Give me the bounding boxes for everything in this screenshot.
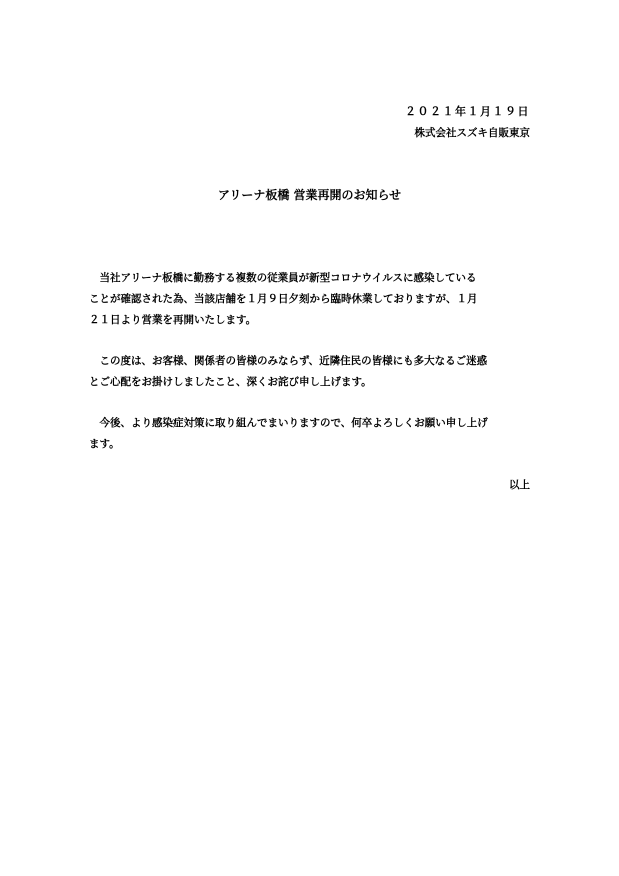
paragraph-line: この度は、お客様、関係者の皆様のみならず、近隣住民の皆様にも多大なるご迷惑	[89, 355, 488, 367]
paragraph-closure-notice	[89, 268, 534, 331]
document-date: ２０２１年１月１９日	[405, 105, 530, 118]
paragraph-future-measures	[89, 413, 534, 455]
paragraph-line: ます。	[89, 438, 120, 450]
paragraph-line: 当社アリーナ板橋に勤務する複数の従業員が新型コロナウイルスに感染している	[89, 272, 477, 284]
document-body	[89, 268, 534, 475]
company-name: 株式会社スズキ自販東京	[414, 127, 530, 139]
paragraph-apology	[89, 351, 534, 393]
closing-remark: 以上	[509, 479, 530, 491]
paragraph-line: ことが確認された為、当該店舗を１月９日夕刻から臨時休業しておりますが、１月	[89, 293, 478, 305]
paragraph-line: とご心配をお掛けしましたこと、深くお詫び申し上げます。	[89, 376, 372, 388]
document-title: アリーナ板橋 営業再開のお知らせ	[217, 188, 402, 202]
paragraph-line: ２１日より営業を再開いたします。	[89, 314, 257, 326]
paragraph-line: 今後、より感染症対策に取り組んでまいりますので、何卒よろしくお願い申し上げ	[89, 417, 488, 429]
